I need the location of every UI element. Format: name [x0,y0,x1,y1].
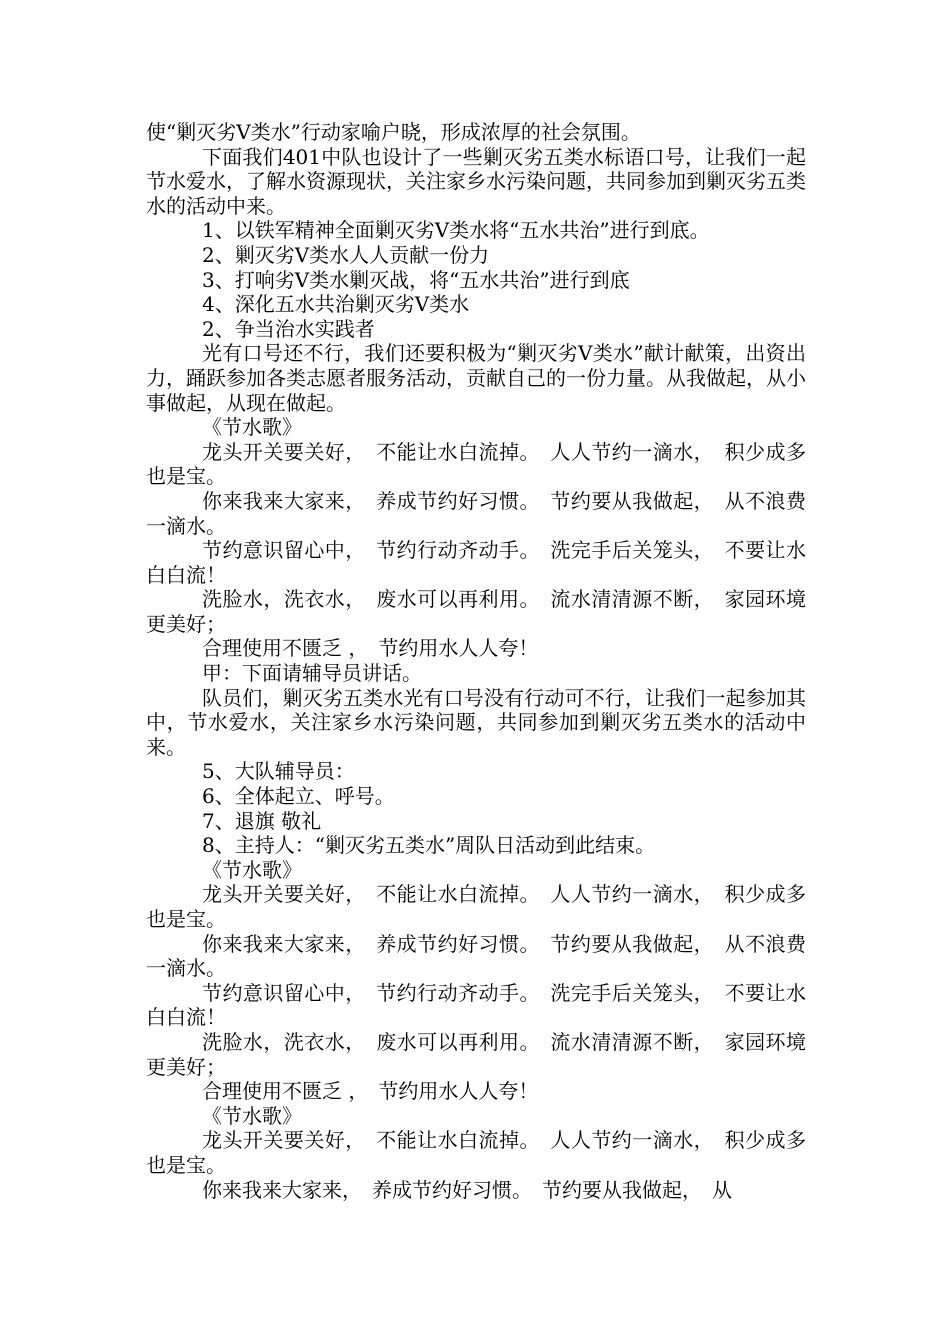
program-item: 6、全体起立、呼号。 [202,784,395,809]
song-verse: 节约意识留心中， 节约行动齐动手。 洗完手后关笼头， 不要让水白白流！ [146,980,806,1030]
program-item: 5、大队辅导员： [202,759,355,784]
paragraph: 队员们，剿灭劣五类水光有口号没有行动可不行，让我们一起参加其中，节水爱水，关注家乡水污染问题，共同参加到剿灭劣五类水的活动中来。 [146,685,806,759]
song-verse: 洗脸水，洗衣水， 废水可以再利用。 流水清清源不断， 家园环境更美好； [146,1029,806,1079]
song-title: 《节水歌》 [202,857,302,882]
program-item: 8、主持人：“剿灭劣五类水”周队日活动到此结束。 [202,833,656,858]
slogan-item: 2、剿灭劣Ⅴ类水人人贡献一份力 [202,242,490,267]
paragraph: 甲：下面请辅导员讲话。 [202,661,422,686]
paragraph: 光有口号还不行，我们还要积极为“剿灭劣Ⅴ类水”献计献策，出资出力，踊跃参加各类志愿者服务活动，贡献自己的一份力量。从我做起，从小事做起，从现在做起。 [146,341,806,415]
slogan-item: 4、深化五水共治剿灭劣Ⅴ类水 [202,292,470,317]
song-title: 《节水歌》 [202,415,302,440]
song-verse: 节约意识留心中， 节约行动齐动手。 洗完手后关笼头， 不要让水白白流！ [146,538,806,587]
song-verse: 合理使用不匮乏 ， 节约用水人人夸！ [202,1079,539,1104]
slogan-item: 1、以铁军精神全面剿灭劣Ⅴ类水将“五水共治”进行到底。 [202,218,710,243]
song-verse: 龙头开关要关好， 不能让水白流掉。 人人节约一滴水， 积少成多也是宝。 [146,882,806,931]
song-verse: 合理使用不匮乏 ， 节约用水人人夸！ [202,636,539,661]
song-verse: 龙头开关要关好， 不能让水白流掉。 人人节约一滴水， 积少成多也是宝。 [146,439,806,489]
song-title: 《节水歌》 [202,1103,302,1128]
section-heading: 2、争当治水实践者 [202,316,375,341]
song-verse: 龙头开关要关好， 不能让水白流掉。 人人节约一滴水， 积少成多也是宝。 [146,1128,806,1177]
song-verse: 你来我来大家来， 养成节约好习惯。 节约要从我做起， 从不浪费一滴水。 [146,931,806,981]
document-body [146,120,806,1202]
song-verse: 你来我来大家来， 养成节约好习惯。 节约要从我做起， 从 [202,1177,732,1202]
song-verse: 洗脸水，洗衣水， 废水可以再利用。 流水清清源不断， 家园环境更美好； [146,587,806,636]
paragraph: 使“剿灭劣Ⅴ类水”行动家喻户晓，形成浓厚的社会氛围。 [146,120,641,144]
program-item: 7、退旗 敬礼 [202,808,322,833]
paragraph: 下面我们401中队也设计了一些剿灭劣五类水标语口号，让我们一起节水爱水，了解水资源现状，关注家乡水污染问题，共同参加到剿灭劣五类水的活动中来。 [146,144,806,218]
slogan-item: 3、打响劣Ⅴ类水剿灭战，将“五水共治”进行到底 [202,267,630,292]
song-verse: 你来我来大家来， 养成节约好习惯。 节约要从我做起， 从不浪费一滴水。 [146,488,806,538]
